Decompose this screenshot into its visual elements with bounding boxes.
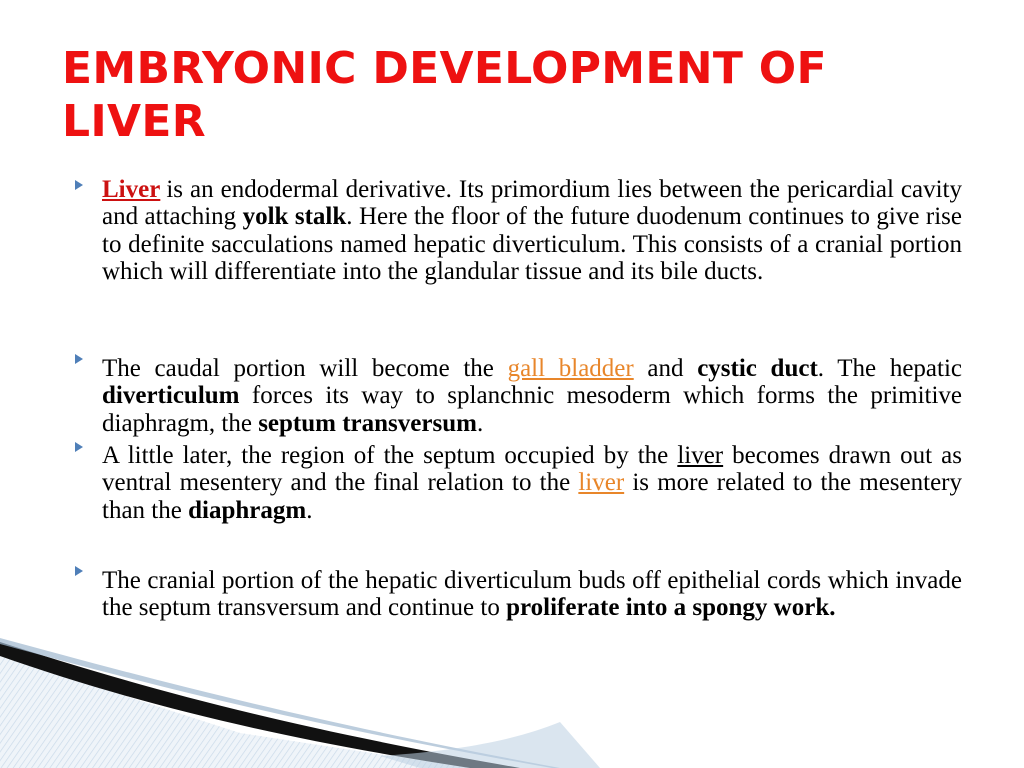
bullet-1-text-a: is an endodermal derivative. Its primordium lies between the pericardial cavity and attaching <box>102 176 962 231</box>
triangle-bullet-icon <box>73 178 85 192</box>
bullet-2-text-1: The caudal portion will become the <box>102 355 508 382</box>
slide-title: EMBRYONIC DEVELOPMENT OF LIVER <box>62 43 827 147</box>
bullet-3-text-2: becomes drawn out as ventral mesentery and the final relation to the <box>102 442 962 497</box>
bullet-3-bold-diaphragm: diaphragm <box>188 496 307 524</box>
triangle-bullet-icon <box>73 352 85 366</box>
bullet-2-text-5: . <box>476 409 484 437</box>
bullet-2-bold-diverticulum: diverticulum <box>102 382 240 410</box>
bullet-3-text-4: . <box>306 496 313 524</box>
bullet-1-text-c: . Here the floor of the future duodenum continues to give rise to definite sacculations named hepatic diverticulum. This consists of a cranial portion which will differentiate into the glandular tissue and its bile ducts. <box>102 203 962 286</box>
bullet-2-text-3: . The hepatic <box>817 355 963 382</box>
bullet-2-text-4: forces its way to splanchnic mesoderm which forms the primitive diaphragm, the <box>102 382 962 437</box>
triangle-bullet-icon <box>73 564 85 578</box>
bullet-2-text-2: and <box>633 355 698 382</box>
bullet-3-text-3: is more related to the mesentery than the <box>102 469 962 524</box>
bullet-1-bold-yolk-stalk: yolk stalk <box>242 203 347 231</box>
triangle-bullet-icon <box>73 440 85 454</box>
bullet-4-bold-proliferate: proliferate into a spongy work. <box>506 594 836 622</box>
bullet-3-text-1: A little later, the region of the septum occupied by the <box>102 442 678 469</box>
liver-hyperlink[interactable]: liver <box>578 469 625 497</box>
bullet-2-bold-septum-transversum: septum transversum <box>258 409 477 437</box>
gall-bladder-link[interactable]: gall bladder <box>507 355 634 382</box>
bullet-3-underlined-liver: liver <box>677 442 724 469</box>
bullet-2 <box>102 355 962 437</box>
bullet-4-text-1: The cranial portion of the hepatic diverticulum buds off epithelial cords which invade the septum transversum and continue to <box>102 567 962 622</box>
bullet-2-bold-cystic-duct: cystic duct <box>697 355 818 382</box>
bullet-4 <box>102 567 962 622</box>
bullet-1 <box>102 176 962 286</box>
bullet-3 <box>102 442 962 524</box>
liver-link[interactable]: Liver <box>102 176 161 203</box>
decorative-swoosh <box>0 638 1024 768</box>
